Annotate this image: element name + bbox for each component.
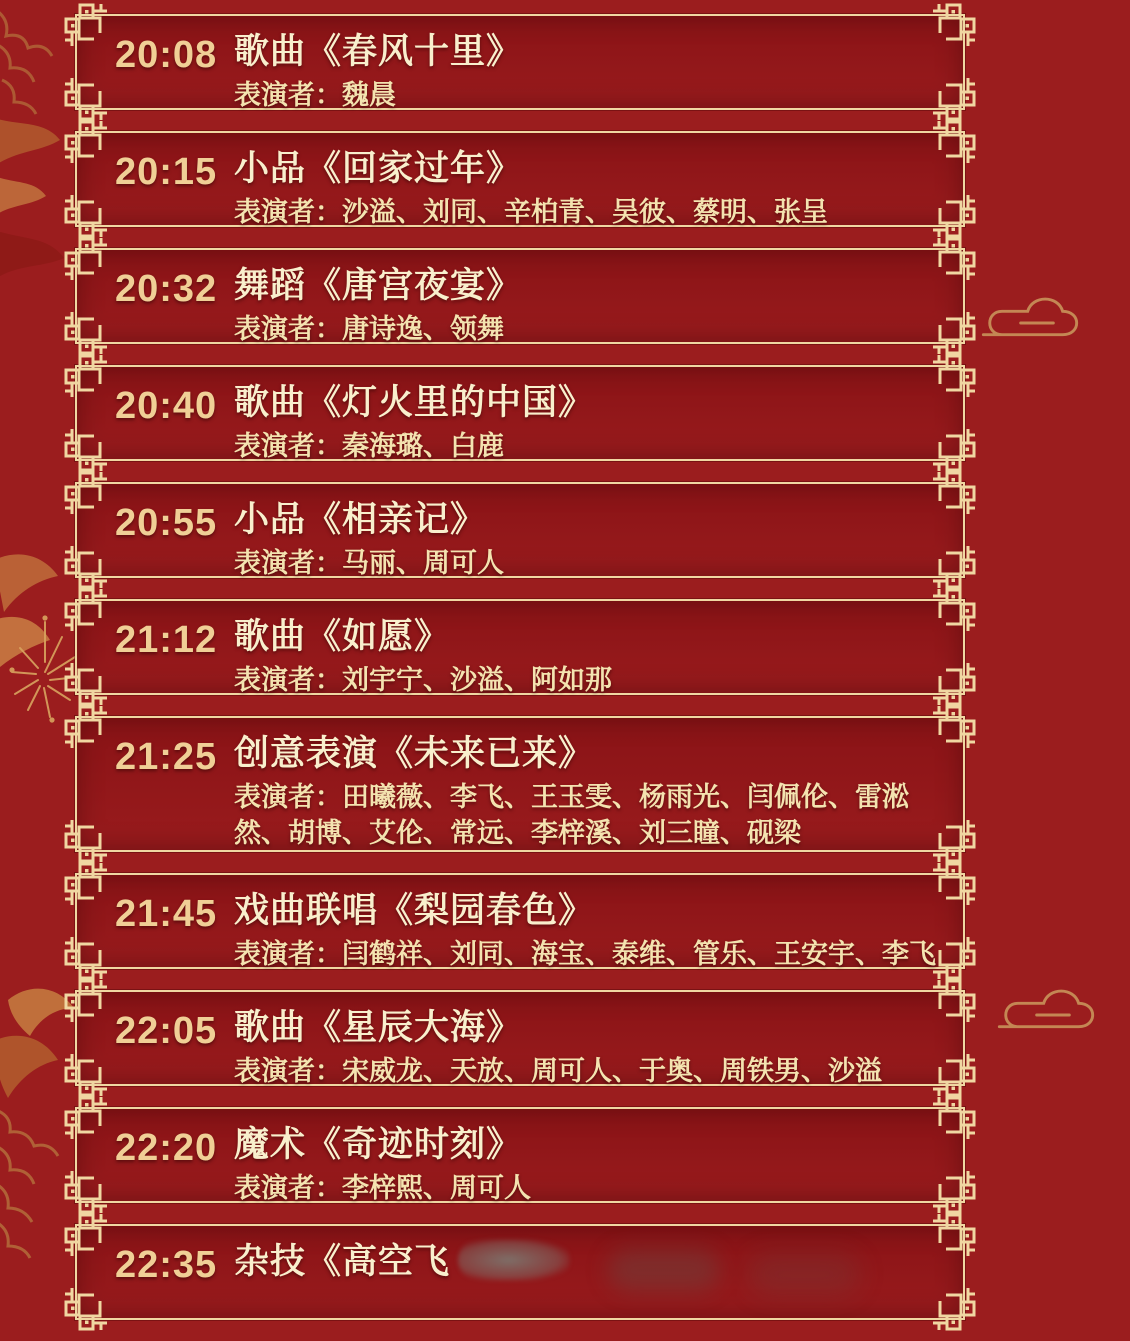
corner-ornament-icon (929, 308, 977, 356)
time-label: 22:20 (115, 1127, 218, 1169)
corner-ornament-icon (929, 425, 977, 473)
performer-prefix: 表演者： (234, 1173, 342, 1203)
corner-ornament-icon (929, 353, 977, 401)
schedule-list (75, 14, 965, 1341)
schedule-item (75, 716, 965, 852)
corner-ornament-icon (929, 816, 977, 864)
corner-ornament-icon (929, 236, 977, 284)
program-title: 魔术《奇迹时刻》 (234, 1125, 523, 1164)
corner-ornament-icon (63, 191, 111, 239)
corner-ornament-icon (929, 1212, 977, 1260)
corner-ornament-icon (929, 191, 977, 239)
program-title: 戏曲联唱《梨园春色》 (234, 891, 595, 930)
performer-prefix: 表演者： (234, 1056, 342, 1086)
time-label: 20:08 (115, 34, 218, 76)
schedule-item (75, 1107, 965, 1203)
corner-ornament-icon (929, 542, 977, 590)
performers-line (77, 75, 963, 113)
corner-ornament-icon (63, 978, 111, 1026)
program-title: 杂技《高空飞 (234, 1242, 451, 1281)
corner-ornament-icon (929, 1050, 977, 1098)
corner-ornament-icon (929, 74, 977, 122)
corner-ornament-icon (63, 861, 111, 909)
time-label: 20:15 (115, 151, 218, 193)
watermark-smudge (458, 1239, 570, 1281)
schedule-item (75, 599, 965, 695)
performers-line (77, 1168, 963, 1206)
cloud-icon (974, 288, 1114, 358)
program-title: 歌曲《春风十里》 (234, 32, 523, 71)
performer-prefix: 表演者： (234, 431, 342, 461)
performer-prefix: 表演者： (234, 314, 342, 344)
program-title: 歌曲《星辰大海》 (234, 1008, 523, 1047)
corner-ornament-icon (63, 587, 111, 635)
schedule-item (75, 873, 965, 969)
performer-names: 马丽、周可人 (342, 548, 504, 578)
corner-ornament-icon (63, 236, 111, 284)
performer-names: 沙溢、刘同、辛柏青、吴彼、蔡明、张呈 (342, 197, 828, 227)
time-label: 21:12 (115, 619, 218, 661)
corner-ornament-icon (63, 119, 111, 167)
corner-ornament-icon (63, 2, 111, 50)
corner-ornament-icon (929, 1095, 977, 1143)
performer-names: 秦海璐、白鹿 (342, 431, 504, 461)
performer-prefix: 表演者： (234, 782, 342, 812)
corner-ornament-icon (929, 659, 977, 707)
corner-ornament-icon (63, 74, 111, 122)
corner-ornament-icon (63, 1095, 111, 1143)
performer-names: 李梓熙、周可人 (342, 1173, 531, 1203)
time-label: 22:35 (115, 1244, 218, 1286)
schedule-item (75, 482, 965, 578)
time-label: 21:25 (115, 736, 218, 778)
performer-prefix: 表演者： (234, 80, 342, 110)
corner-ornament-icon (63, 425, 111, 473)
program-title: 小品《回家过年》 (234, 149, 523, 188)
performer-prefix: 表演者： (234, 197, 342, 227)
time-label: 21:45 (115, 893, 218, 935)
corner-ornament-icon (63, 1212, 111, 1260)
performer-prefix: 表演者： (234, 548, 342, 578)
program-title: 舞蹈《唐宫夜宴》 (234, 266, 523, 305)
program-title: 歌曲《灯火里的中国》 (234, 383, 595, 422)
corner-ornament-icon (929, 119, 977, 167)
performers-line (77, 543, 963, 581)
corner-ornament-icon (63, 659, 111, 707)
program-title: 小品《相亲记》 (234, 500, 487, 539)
performer-names: 唐诗逸、领舞 (342, 314, 504, 344)
program-title: 创意表演《未来已来》 (234, 734, 595, 773)
corner-ornament-icon (929, 587, 977, 635)
performers-line (77, 192, 963, 230)
performer-names: 宋威龙、天放、周可人、于奥、周铁男、沙溢 (342, 1056, 882, 1086)
performer-prefix: 表演者： (234, 939, 342, 969)
performers-line (77, 660, 963, 698)
performer-names: 闫鹤祥、刘同、海宝、泰维、管乐、王安宇、李飞 (342, 939, 936, 969)
schedule-item (75, 365, 965, 461)
corner-ornament-icon (929, 1167, 977, 1215)
corner-ornament-icon (929, 470, 977, 518)
performers-line (77, 309, 963, 347)
time-label: 20:40 (115, 385, 218, 427)
program-title: 歌曲《如愿》 (234, 617, 451, 656)
cloud-icon (990, 980, 1130, 1050)
corner-ornament-icon (63, 470, 111, 518)
corner-ornament-icon (929, 861, 977, 909)
schedule-item (75, 14, 965, 110)
performers-line (77, 777, 963, 851)
performer-names: 刘宇宁、沙溢、阿如那 (342, 665, 612, 695)
performer-prefix: 表演者： (234, 665, 342, 695)
corner-ornament-icon (63, 1284, 111, 1332)
corner-ornament-icon (63, 704, 111, 752)
corner-ornament-icon (929, 933, 977, 981)
schedule-item (75, 1224, 965, 1320)
corner-ornament-icon (63, 308, 111, 356)
performer-names: 田曦薇、李飞、王玉雯、杨雨光、闫佩伦、雷淞然、胡博、艾伦、常远、李梓溪、刘三瞳、砚梁 (234, 782, 909, 848)
corner-ornament-icon (63, 353, 111, 401)
corner-ornament-icon (63, 1167, 111, 1215)
corner-ornament-icon (929, 1284, 977, 1332)
schedule-item (75, 990, 965, 1086)
schedule-item (75, 131, 965, 227)
performers-line (77, 426, 963, 464)
corner-ornament-icon (929, 2, 977, 50)
corner-ornament-icon (63, 1050, 111, 1098)
performer-names: 魏晨 (342, 80, 396, 110)
time-label: 22:05 (115, 1010, 218, 1052)
corner-ornament-icon (63, 542, 111, 590)
corner-ornament-icon (63, 933, 111, 981)
schedule-item (75, 248, 965, 344)
corner-ornament-icon (929, 704, 977, 752)
performers-line (77, 1051, 963, 1089)
performers-line (77, 934, 963, 972)
time-label: 20:32 (115, 268, 218, 310)
corner-ornament-icon (63, 816, 111, 864)
corner-ornament-icon (929, 978, 977, 1026)
time-label: 20:55 (115, 502, 218, 544)
